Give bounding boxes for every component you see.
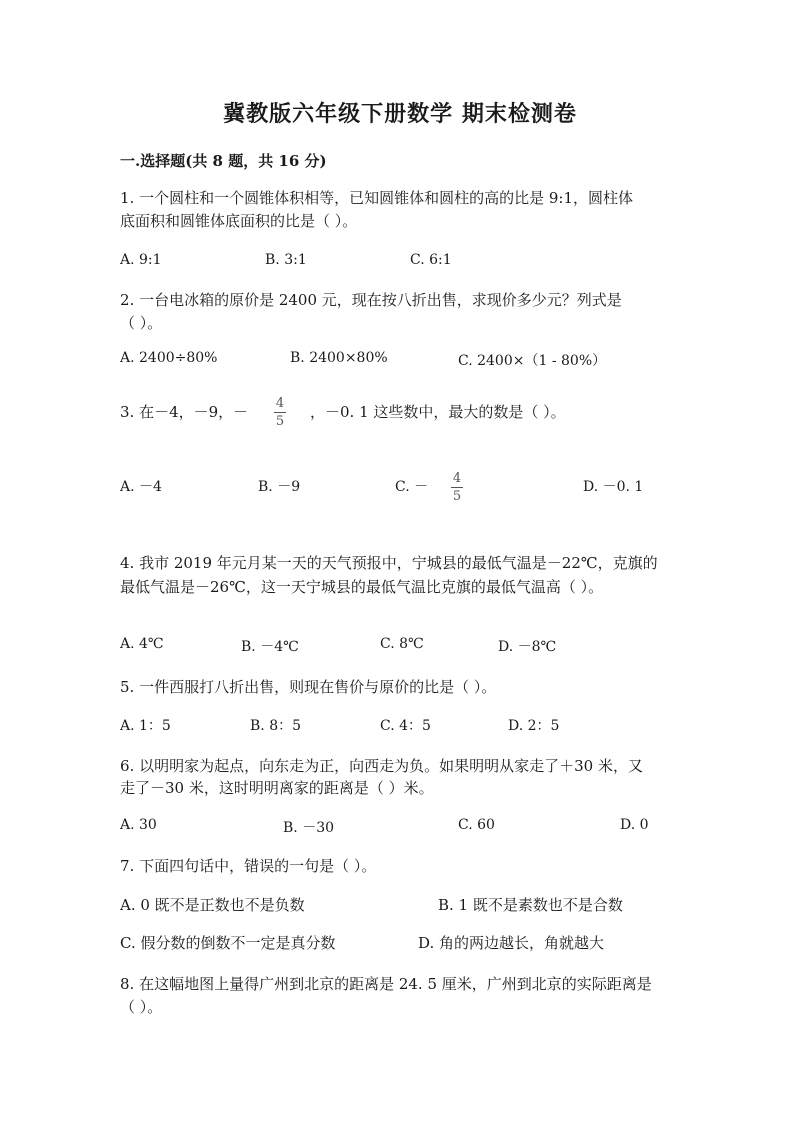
page-title: 冀教版六年级下册数学 期末检测卷 <box>223 101 577 127</box>
question-3-option-c-fraction <box>447 471 467 504</box>
question-1-option-c[interactable]: C. 6:1 <box>410 252 452 268</box>
question-3-option-d[interactable]: D. －0. 1 <box>583 479 644 495</box>
section-heading: 一.选择题(共 8 题，共 16 分) <box>120 152 327 170</box>
question-3-fraction <box>270 396 290 429</box>
question-5-option-d[interactable]: D. 2：5 <box>508 718 560 734</box>
question-6-line-1: 6. 以明明家为起点，向东走为正，向西走为负。如果明明从家走了＋30 米，又 <box>120 757 643 775</box>
fraction-denominator: 5 <box>275 414 285 429</box>
fraction-bar <box>451 487 463 488</box>
fraction-denominator: 5 <box>452 489 462 504</box>
question-4-line-1: 4. 我市 2019 年元月某一天的天气预报中，宁城县的最低气温是－22℃，克旗的 <box>120 554 658 572</box>
question-4-line-2: 最低气温是－26℃，这一天宁城县的最低气温比克旗的最低气温高（ ）。 <box>120 578 604 596</box>
question-7-option-b[interactable]: B. 1 既不是素数也不是合数 <box>438 896 623 914</box>
question-5-option-b[interactable]: B. 8：5 <box>250 718 302 734</box>
question-7-option-d[interactable]: D. 角的两边越长，角就越大 <box>418 934 605 952</box>
question-3-text-start: 3. 在－4，－9，－ <box>120 403 249 421</box>
question-5-option-a[interactable]: A. 1：5 <box>120 718 171 734</box>
question-4-option-a[interactable]: A. 4℃ <box>120 636 164 652</box>
question-2-option-b[interactable]: B. 2400×80% <box>290 350 388 366</box>
question-6-line-2: 走了－30 米，这时明明离家的距离是（ ）米。 <box>120 779 434 797</box>
question-2-option-c[interactable]: C. 2400×（1 - 80%） <box>458 353 607 369</box>
question-1-option-a[interactable]: A. 9:1 <box>120 252 162 268</box>
question-6-option-d[interactable]: D. 0 <box>620 817 649 833</box>
question-5-option-c[interactable]: C. 4：5 <box>380 718 431 734</box>
question-7-option-c[interactable]: C. 假分数的倒数不一定是真分数 <box>120 934 336 952</box>
question-6-option-c[interactable]: C. 60 <box>458 817 495 833</box>
question-1-line-1: 1. 一个圆柱和一个圆锥体积相等，已知圆锥体和圆柱的高的比是 9:1，圆柱体 <box>120 189 633 207</box>
question-4-option-d[interactable]: D. －8℃ <box>498 639 557 655</box>
question-6-option-a[interactable]: A. 30 <box>120 817 157 833</box>
question-4-option-c[interactable]: C. 8℃ <box>380 636 424 652</box>
question-7-line-1: 7. 下面四句话中，错误的一句是（ ）。 <box>120 857 377 875</box>
question-5-line-1: 5. 一件西服打八折出售，则现在售价与原价的比是（ ）。 <box>120 678 497 696</box>
question-8-line-2: （ ）。 <box>120 998 163 1016</box>
question-4-option-b[interactable]: B. －4℃ <box>241 639 299 655</box>
question-2-line-2: （ ）。 <box>120 314 163 332</box>
question-6-option-b[interactable]: B. －30 <box>283 820 335 836</box>
question-1-line-2: 底面积和圆锥体底面积的比是（ ）。 <box>120 212 358 230</box>
question-1-option-b[interactable]: B. 3:1 <box>265 252 307 268</box>
question-3-option-a[interactable]: A. －4 <box>120 479 162 495</box>
question-3-option-c[interactable]: C. － <box>395 479 429 495</box>
fraction-numerator: 4 <box>452 471 462 486</box>
question-3-option-b[interactable]: B. －9 <box>258 479 301 495</box>
question-8-line-1: 8. 在这幅地图上量得广州到北京的距离是 24. 5 厘米，广州到北京的实际距离是 <box>120 975 652 993</box>
question-3-text-end: ，－0. 1 这些数中，最大的数是（ ）。 <box>310 403 566 421</box>
question-2-option-a[interactable]: A. 2400÷80% <box>120 350 218 366</box>
fraction-numerator: 4 <box>275 396 285 411</box>
question-2-line-1: 2. 一台电冰箱的原价是 2400 元，现在按八折出售，求现价多少元？列式是 <box>120 291 622 309</box>
question-7-option-a[interactable]: A. 0 既不是正数也不是负数 <box>120 896 305 914</box>
fraction-bar <box>274 412 286 413</box>
